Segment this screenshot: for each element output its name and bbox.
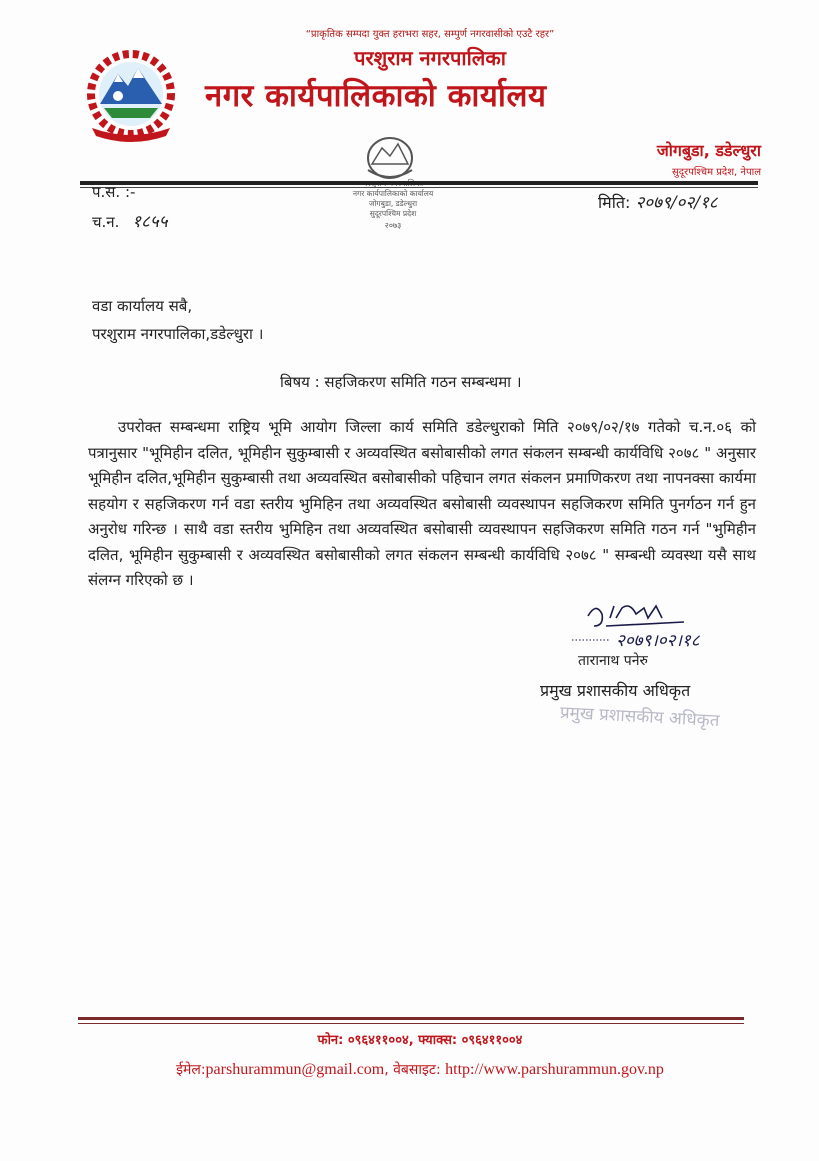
ps-reference: [92, 182, 135, 202]
office-address: जोगबुडा, डडेल्धुरा: [656, 141, 761, 160]
header-slogan: “प्राकृतिक सम्पदा युक्त हराभरा सहर, सम्पुर्ण नगरवासीको एउटै रहर”: [305, 29, 555, 40]
letter-body: उपरोक्त सम्बन्धमा राष्ट्रिय भूमि आयोग जिल्ला कार्य समिति डडेल्धुराको मिति २०७९/०२/१७ गतेको च.न.०६ को पत्रानुसार "भूमिहीन दलित, भूमिहीन सुकुम्बासी र अव्यवस्थित बसोबासीको लगत संकलन सम्बन्धी कार्यविधि २०७८ " अनुसार भूमिहीन दलित,भूमिहीन सुकुम्बासी तथा अव्यवस्थित बसोबासीको पहिचान लगत संकलन प्रमाणिकरण तथा नापनक्सा कार्यमा सहयोग र सहजिकरण गर्न वडा स्तरीय भुमिहिन तथा अव्यवस्थित बसोबासी व्यवस्थापन सहजिकरण समिति पुनर्गठन गर्न हुन अनुरोध गरिन्छ । साथै वडा स्तरीय भुमिहिन तथा अव्यवस्थित बसोबासी व्यवस्थापन सहजिकरण समिति गठन गर्न "भुमिहीन दलित, भूमिहीन सुकुम्बासी र अव्यवस्थित बसोबासीको लगत संकलन सम्बन्धी कार्यविधि २०७८ " सम्बन्धी व्यवस्था यसै साथ संलग्न गरिएको छ ।: [88, 418, 756, 589]
recipient-line-1: वडा कार्यालय सबै,: [92, 297, 193, 315]
email-link[interactable]: parshurammun@gmail.com: [205, 1061, 385, 1078]
date-label: मिति:: [598, 193, 631, 212]
footer-divider-thin: [78, 1023, 744, 1024]
office-seal-icon: [338, 124, 448, 236]
seal-line-3: जोगबुडा, डडेल्धुरा: [368, 199, 418, 208]
signature-handwriting: २०७९।०२।१८: [616, 631, 700, 651]
recipient-block: [92, 292, 263, 348]
letter-subject: बिषय : सहजिकरण समिति गठन सम्बन्धमा ।: [280, 373, 522, 391]
municipality-name: परशुराम नगरपालिका: [354, 46, 506, 70]
handwritten-signature-icon: [566, 596, 736, 654]
cn-label: च.न.: [92, 213, 120, 231]
nepal-emblem-icon: [78, 46, 184, 142]
seal-line-4: सुदूरपश्चिम प्रदेश: [369, 209, 417, 218]
cn-value: १८५५: [132, 212, 168, 232]
seal-line-5: २०७३: [384, 221, 402, 230]
cn-reference: [92, 209, 168, 232]
footer-phone: फोन: ०९६४११००४, फ्याक्स: ०९६४११००४: [317, 1033, 523, 1048]
header-divider-thin: [80, 187, 758, 188]
seal-line-2: नगर कार्यपालिकाको कार्यालय: [352, 189, 434, 198]
footer-contact: [150, 1060, 690, 1079]
official-stamp: प्रमुख प्रशासकीय अधिकृत: [559, 702, 720, 732]
letter-date: [598, 190, 718, 213]
ps-label: प.स. :-: [92, 183, 136, 201]
signer-name: तारानाथ पनेरु: [578, 653, 648, 669]
email-label: ईमेल:: [176, 1062, 206, 1078]
signer-title: प्रमुख प्रशासकीय अधिकृत: [540, 681, 691, 700]
office-province: सुदूरपश्चिम प्रदेश, नेपाल: [672, 167, 761, 178]
header-divider: [80, 181, 758, 185]
office-title: नगर कार्यपालिकाको कार्यालय: [205, 78, 547, 114]
website-label: , वेबसाइट:: [384, 1062, 441, 1078]
recipient-line-2: परशुराम नगरपालिका,डडेल्धुरा ।: [92, 325, 264, 343]
website-link[interactable]: http://www.parshurammun.gov.np: [445, 1061, 664, 1078]
footer-divider: [78, 1017, 744, 1020]
date-value: २०७९/०२/१८: [635, 193, 718, 213]
